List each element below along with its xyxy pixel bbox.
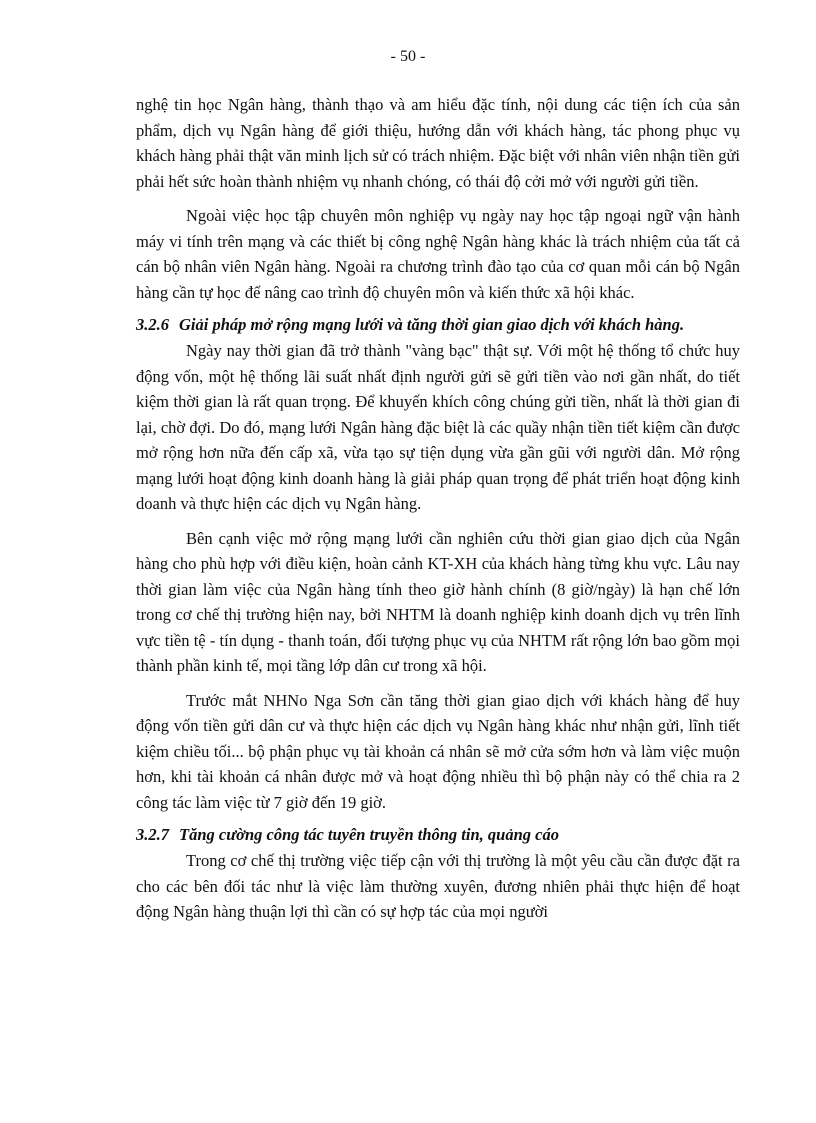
page-body [136,92,740,927]
paragraph-4: Bên cạnh việc mở rộng mạng lưới cần nghiên cứu thời gian giao dịch của Ngân hàng cho phù hợp với điều kiện, hoàn cảnh KT-XH của khách hàng từng khu vực. Lâu nay thời gian làm việc của Ngân hàng tính theo giờ hành chính (8 giờ/ngày) là hạn chế lớn trong cơ chế thị trường hiện nay, bởi NHTM là doanh nghiệp kinh doanh dịch vụ trên lĩnh vực tiền tệ - tín dụng - thanh toán, đối tượng phục vụ của NHTM rất rộng lớn bao gồm mọi thành phần kinh tế, mọi tầng lớp dân cư trong xã hội. [136,528,740,675]
section-title: Tăng cường công tác tuyên truyền thông tin, quảng cáo [179,825,559,844]
paragraph-1: nghệ tin học Ngân hàng, thành thạo và am hiểu đặc tính, nội dung các tiện ích của sản phẩm, dịch vụ Ngân hàng để giới thiệu, hướng dẫn với khách hàng, tác phong phục vụ khách hàng phải thật văn minh lịch sử có trách nhiệm. Đặc biệt với nhân viên nhận tiền gửi phải hết sức hoàn thành nhiệm vụ nhanh chóng, có thái độ cởi mở với người gửi tiền. [136,95,740,191]
section-number: 3.2.6 [136,315,169,334]
section-heading-3-2-6 [136,314,740,336]
paragraph-5: Trước mắt NHNo Nga Sơn cần tăng thời gian giao dịch với khách hàng để huy động vốn tiền gửi dân cư và thực hiện các dịch vụ Ngân hàng khác như nhận gửi, lĩnh tiết kiệm chiều tối... bộ phận phục vụ tài khoản cá nhân sẽ mở cửa sớm hơn và làm việc muộn hơn, khi tài khoản cá nhân được mở và hoạt động nhiều thì bộ phận này có thể chia ra 2 công tác làm việc từ 7 giờ đến 19 giờ. [136,690,740,812]
paragraph-2: Ngoài việc học tập chuyên môn nghiệp vụ ngày nay học tập ngoại ngữ vận hành máy vi tính trên mạng và các thiết bị công nghệ Ngân hàng khác là trách nhiệm của tất cả cán bộ nhân viên Ngân hàng. Ngoài ra chương trình đào tạo của cơ quan mỗi cán bộ Ngân hàng cần tự học để nâng cao trình độ chuyên môn và kiến thức xã hội khác. [136,206,740,302]
paragraph-3: Ngày nay thời gian đã trở thành "vàng bạc" thật sự. Với một hệ thống tổ chức huy động vốn, một hệ thống lãi suất nhất định người gửi sẽ gửi tiền vào nơi gần nhất, do tiết kiệm thời gian là rất quan trọng. Để khuyến khích công chúng gửi tiền, nhất là thời gian đi lại, chờ đợi. Do đó, mạng lưới Ngân hàng đặc biệt là các quầy nhận tiền tiết kiệm cần được mở rộng hơn nữa đến cấp xã, vừa tạo sự tiện dụng vừa gần gũi với người dân. Mở rộng mạng lưới hoạt động kinh doanh hàng là giải pháp quan trọng để phát triển hoạt động kinh doanh và thực hiện các dịch vụ Ngân hàng. [136,341,740,513]
paragraph-6: Trong cơ chế thị trường việc tiếp cận với thị trường là một yêu cầu cần được đặt ra cho các bên đối tác như là việc làm thường xuyên, đương nhiên phải thực hiện để hoạt động Ngân hàng thuận lợi thì cần có sự hợp tác của mọi người [136,851,740,921]
section-title: Giải pháp mở rộng mạng lưới và tăng thời gian giao dịch với khách hàng. [179,315,685,334]
page-number: - 50 - [390,48,426,65]
section-number: 3.2.7 [136,825,169,844]
section-heading-3-2-7 [136,824,740,846]
